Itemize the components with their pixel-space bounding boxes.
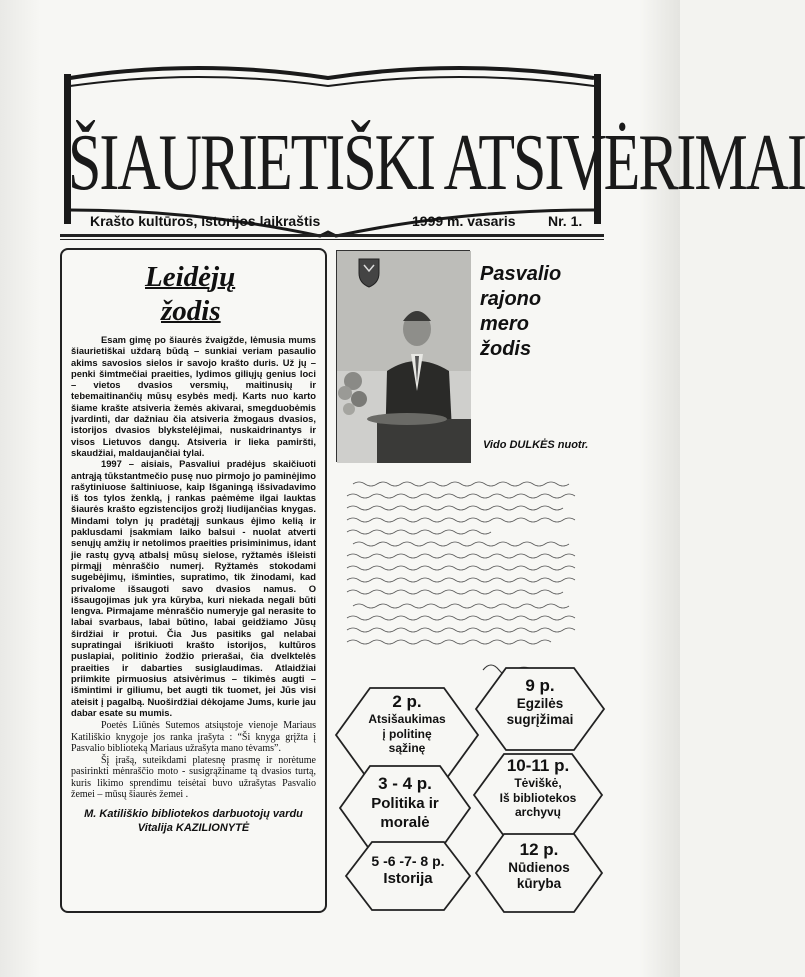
masthead-rule-thin xyxy=(60,239,604,240)
contents-line: Iš bibliotekos xyxy=(499,790,577,805)
editorial-paragraph: 1997 – aisiais, Pasvaliui pradėjus skaičiuoti antrąją tūkstantmečio pusę nuo pirmojo jo paminėjimo rašytiniuose šaltiniuose, kaip Išganingą išsivadavimo iš tos tylos ženklą, į rankas paėmėme ilgai lauktas šiaurės krašto egzistencijos grožį liudijančias knygas. Mindami tolyn jų pradėtąjį sunkaus ėjimo kelią ir paklusdami įsakmiam laiko balsui - nuolat atverti senųjų amžių ir netolimos praeities prisiminimus, idant jie rastų gyvą atbalsį mūsų sielose, ryžtamės išleisti pirmąjį mėnraščio numerį. Ryžtamės stokodami sugebėjimų, išminties, supratimo, tik žinodami, kad privalome išsaugoti savo dvasios namus. O išsaugojimas juk yra kūryba, kuri niekada negali būti lengva. Pirmajame mėnraščio numeryje gal nerasite to labai svarbaus, labai būtino, labai geidžiamo Jūsų širdžiai ir protui. Čia Jus pasitiks gal nelabai supratingai išrikiuoti krašto istorijos, kultūros puslapiai, politinio žodžio prierašai, čia dvelktelės praeities ir dabarties susiglaudimas. Atlaidžiai priimkite pirmuosius atsivėrimus – tikimės augti – išmintimi ir giliumu, bet augti tik tuomet, jei Jūs visi ateisit į pagalbą. Nuoširdžiai dėkojame Jums, kurie jau dabar esate su mumis. xyxy=(71,458,316,718)
editorial-title-line1: Leidėjų xyxy=(145,261,236,293)
contents-line: Egzilės xyxy=(516,696,564,711)
editorial-signature xyxy=(71,807,316,835)
contents-page: 3 - 4 p. xyxy=(378,774,432,793)
contents-item[interactable] xyxy=(344,840,472,912)
contents-line: Tėviškė, xyxy=(514,776,562,790)
heading-line: rajono xyxy=(480,288,542,310)
newspaper-title: ŠIAURIETIŠKI ATSIVĖRIMAI xyxy=(68,117,805,207)
contents-line: moralė xyxy=(380,814,430,831)
heading-line: mero xyxy=(480,313,529,335)
contents-line: sugrįžimai xyxy=(506,712,574,727)
masthead-subtitle: Krašto kultūros, istorijos laikraštis xyxy=(90,213,321,229)
quote-paragraph: Poetės Liūnės Sutemos atsiųstoje vienoje Mariaus Katiliškio knygoje jos ranka įrašyta : “Ši knyga grįžta į Pasvalio biblioteką Mariaus užrašyta mano tėvams”. xyxy=(71,720,316,755)
contents-line: Istorija xyxy=(383,870,433,887)
editorial-quote xyxy=(71,720,316,801)
quote-paragraph: Šį įrašą, suteikdami platesnę prasmę ir norėtume pasirinkti mėnraščio moto - susigrąžiname tą dvasios turtą, kuris likimo sprendimu teisėtai buvo užrašytas Pasvalio žemei – mūsų šiaurės žemei . xyxy=(71,754,316,801)
mayor-photo xyxy=(336,250,470,462)
contents-line: Nūdienos xyxy=(508,860,570,875)
contents-page: 5 -6 -7- 8 p. xyxy=(371,853,445,869)
contents-line: archyvų xyxy=(514,805,562,819)
editorial-box xyxy=(60,248,327,913)
masthead-rule xyxy=(60,234,604,237)
contents-item[interactable] xyxy=(474,832,604,914)
photo-credit: Vido DULKĖS nuotr. xyxy=(483,439,589,451)
contents-line: Atsišaukimas xyxy=(368,712,446,726)
editorial-body xyxy=(71,334,316,718)
issue-date: 1999 m. vasaris xyxy=(412,213,516,229)
issue-number: Nr. 1. xyxy=(548,213,583,229)
mayor-word-heading xyxy=(480,262,561,362)
contents-line: Politika ir xyxy=(371,795,439,812)
signature-line: M. Katiliškio bibliotekos darbuotojų vardu xyxy=(84,807,303,820)
contents-item[interactable] xyxy=(338,764,472,852)
signature-name: Vitalija KAZILIONYTĖ xyxy=(137,821,250,834)
contents-line: kūryba xyxy=(516,876,562,891)
editorial-paragraph: Esam gimę po šiaurės žvaigžde, lėmusia mums šiaurietiškai uždarą būdą – sunkiai veriam pasaulio akims savosios sielos ir savojo krašto duris. Už jų – penki šimtmečiai praeities, lydimos giliųjų genius loci – vietos dvasios versmių, maitinusių ir tebemaitinančių mūsų esybės medį. Karts nuo karto šiame krašte atsiveria žemės akivarai, smegduobėmis įvardinti, dar dažniau čia atsiveria žmogaus dvasios, istorijos dvasios blykstelėjimai, nuskaidrinantys ir visos Lietuvos dangų. Atsiveria ir lieka pamiršti, skaudžiai, maldaujančiai tylai. xyxy=(71,334,316,458)
contents-page: 9 p. xyxy=(525,676,555,695)
contents-item[interactable] xyxy=(472,752,604,838)
handwritten-letter xyxy=(343,478,603,684)
editorial-title-line2: žodis xyxy=(161,295,221,327)
show-through-text xyxy=(146,44,149,58)
contents-page: 12 p. xyxy=(519,840,559,859)
contents-page: 2 p. xyxy=(392,692,422,711)
handwriting-scribble xyxy=(343,478,603,684)
contents-page: 10-11 p. xyxy=(506,756,570,775)
heading-line: žodis xyxy=(480,338,532,360)
contents-line: į politinę xyxy=(382,726,432,741)
contents-line: sąžinę xyxy=(388,741,426,755)
contents-item[interactable] xyxy=(474,666,606,752)
heading-line: Pasvalio xyxy=(480,263,562,285)
